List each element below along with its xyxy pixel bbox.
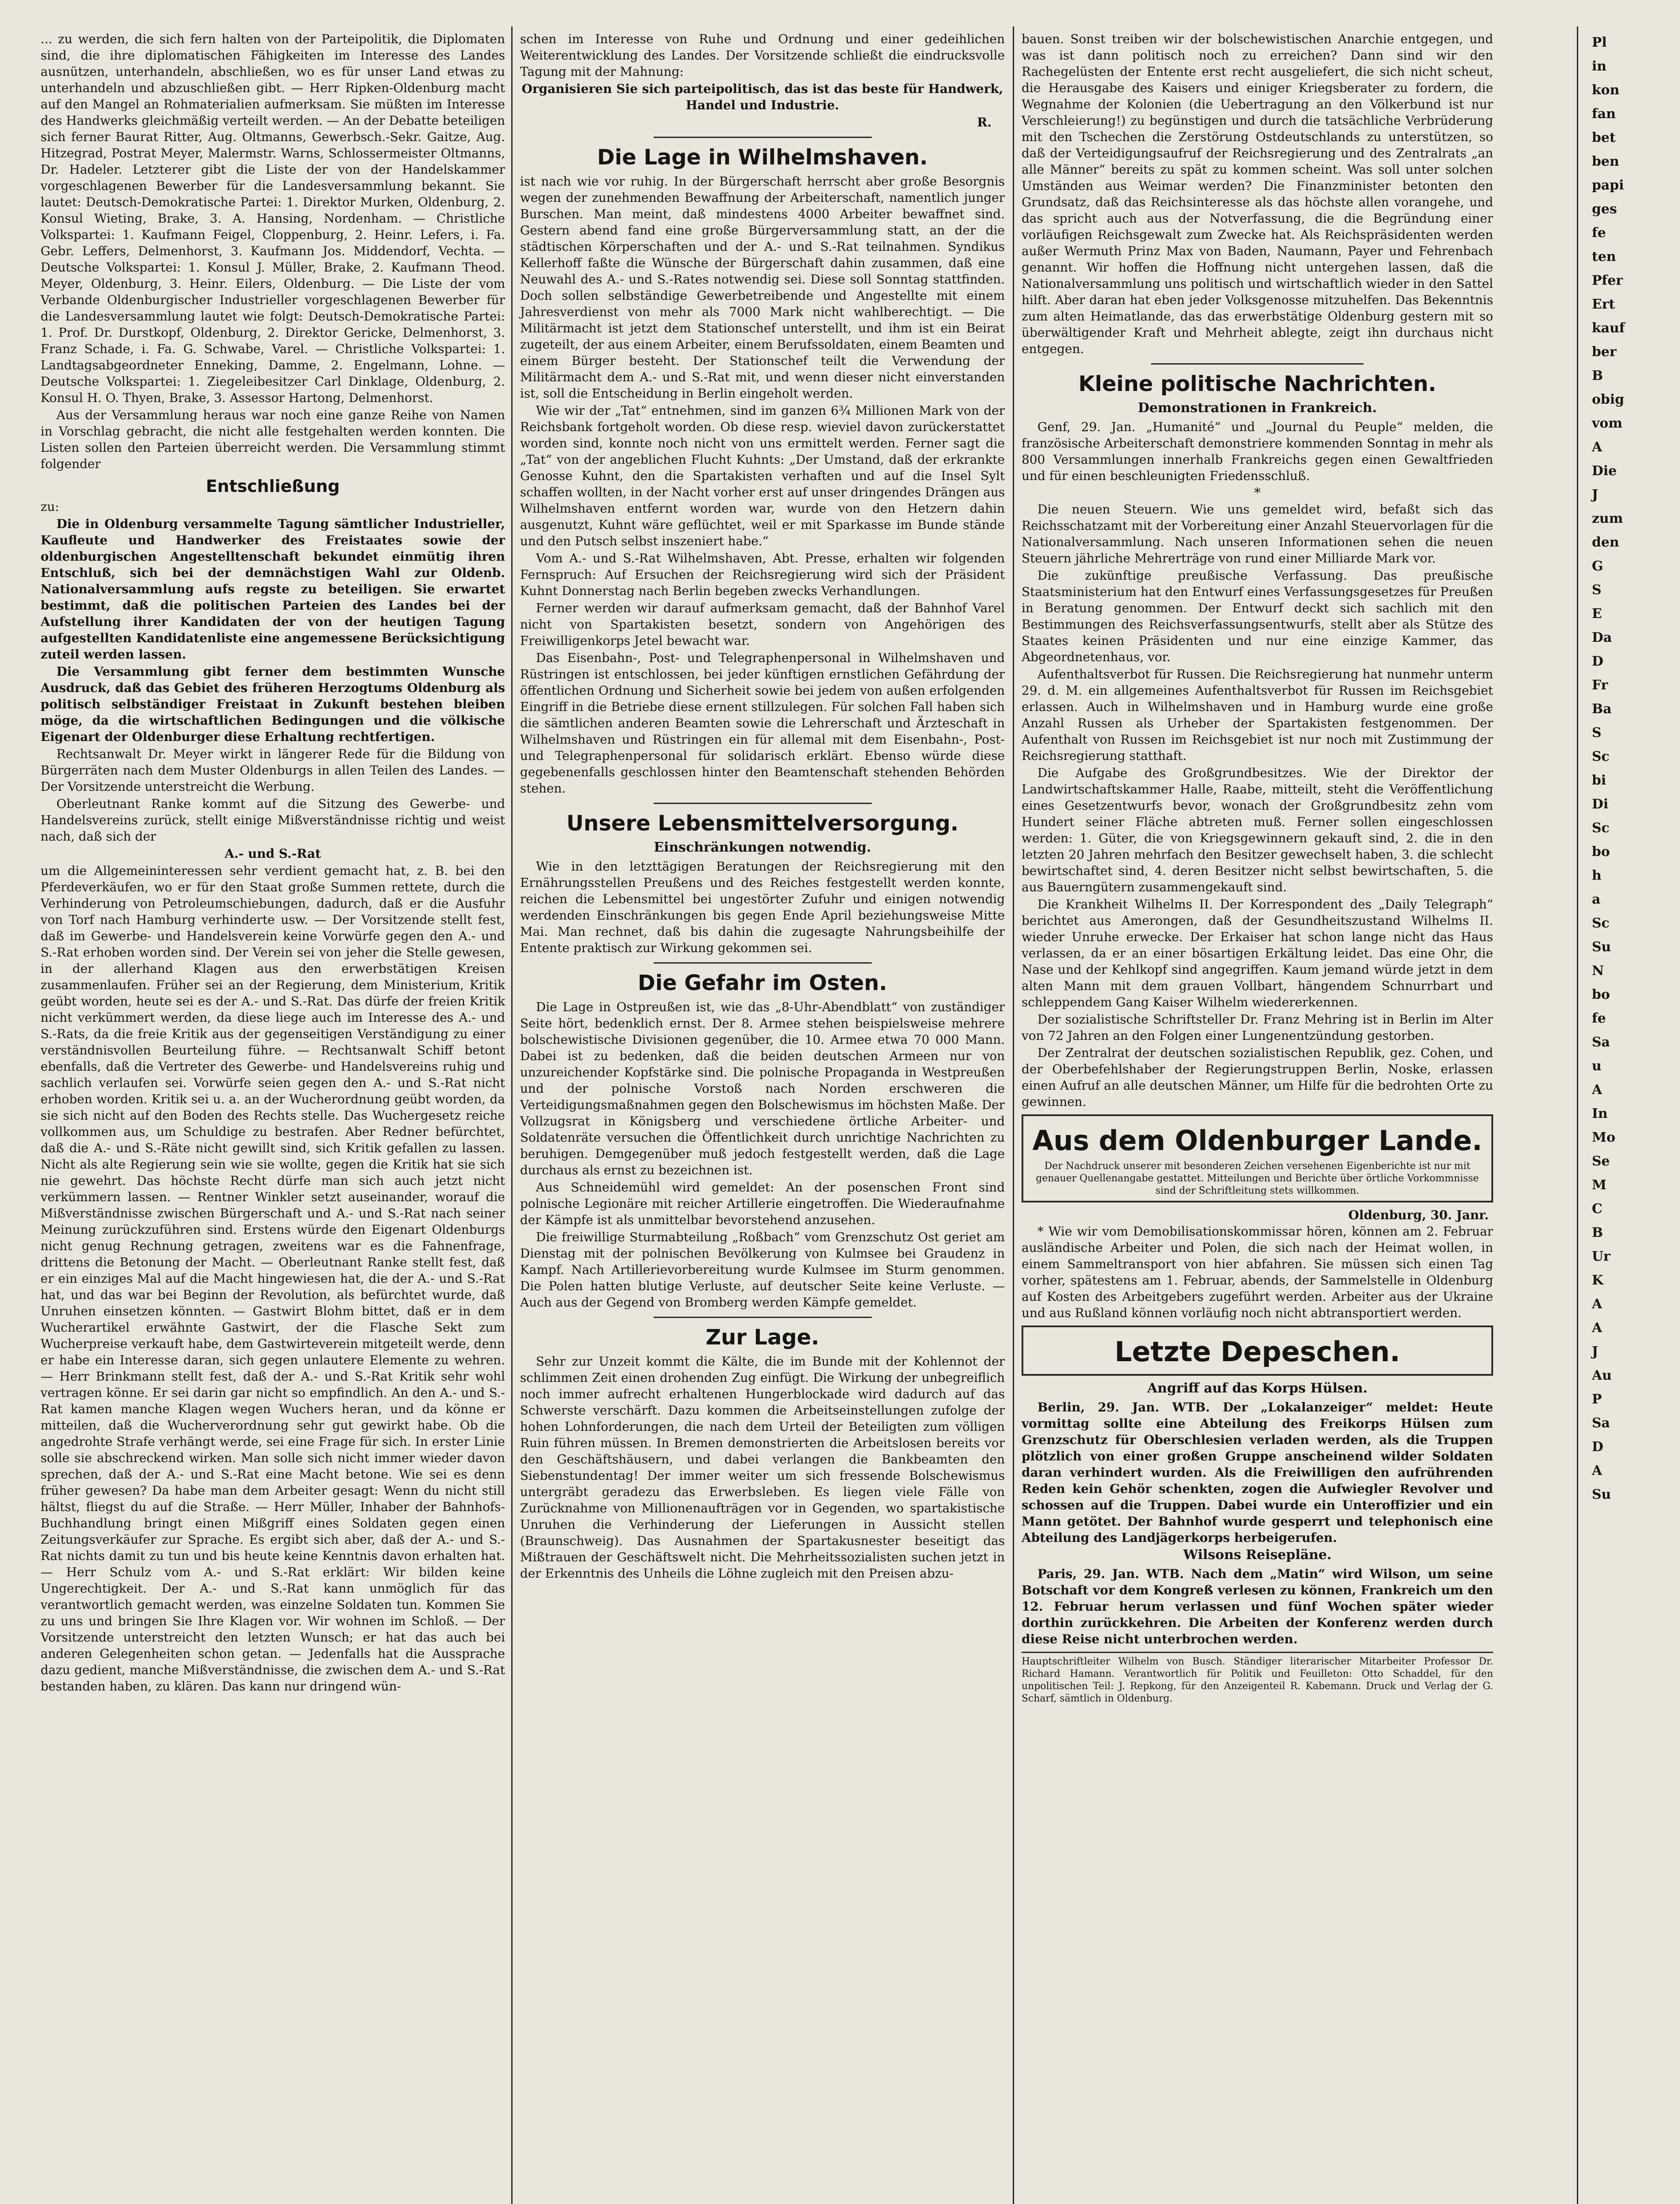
cut-off-text-fragment: N xyxy=(1592,963,1604,979)
dateline: Oldenburg, 30. Janr. xyxy=(1348,1208,1489,1222)
column-1 xyxy=(41,31,505,2204)
headline-kleine-nachrichten: Kleine politische Nachrichten. xyxy=(1078,372,1437,396)
article-paragraph: ist nach wie vor ruhig. In der Bürgerschaft herrscht aber große Besorgnis wegen der zunehmenden Bewaffnung der Arbeiterschaft, namentlich junger Burschen. Man meint, daß mindestens 4000 Arbeiter bewaffnet sind. Gestern abend fand eine große Bürgerversammlung statt, an der die städtischen Körperschaften und der A.- und S.-Rat teilnahmen. Syndikus Kellerhoff faßte die Wünsche der Bürgerschaft dahin zusammen, daß eine Neuwahl des A.- und S.-Rates notwendig sei. Diese soll Sonntag stattfinden. Doch sollen selbständige Gewerbetreibende und Angestellte mit einem Jahresverdienst von mehr als 7000 Mark nicht wahlberechtigt. — Die Militärmacht ist jetzt dem Stationschef unterstellt, und ihm ist ein Beirat zugeteilt, der aus einem Arbeiter, einem Berufssoldaten, einem Beamten und einem Bürger besteht. Der Stationschef teilt die Verwendung der Militärmacht dem A.- und S.-Rat mit, und wenn dieser nicht einverstanden ist, soll die Entscheidung in Berlin eingeholt werden. xyxy=(520,174,1005,401)
cut-off-text-fragment: Se xyxy=(1592,1154,1610,1169)
cut-off-text-fragment: Ert xyxy=(1592,297,1615,312)
cut-off-text-fragment: Su xyxy=(1592,1487,1611,1502)
article-paragraph: zu: xyxy=(41,499,59,514)
cut-off-text-fragment: Sa xyxy=(1592,1035,1610,1050)
article-paragraph: * Wie wir vom Demobilisationskommissar hören, können am 2. Februar ausländische Arbeiter und Polen, die sich nach der Heimat wollen, in einem Sammeltransport von hier abfahren. Sie müssen sich einen Tag vorher, spätestens am 1. Februar, abends, der Sammelstelle in Oldenburg auf Kosten des Arbeitgebers zugeführt werden. Arbeiter aus der Ukraine und aus Rußland können vorläufig noch nicht abtransportiert werden. xyxy=(1022,1224,1493,1320)
cut-off-text-fragment: ben xyxy=(1592,154,1619,169)
article-paragraph: bauen. Sonst treiben wir der bolschewistischen Anarchie entgegen, und was ist dann politisch noch zu erreichen? Dann sind wir den Rachegelüsten der Entente erst recht ausgeliefert, die sich nicht scheut, die Herausgabe des Kaisers und einiger Kriegsberater zu fordern, die Wegnahme der Kolonien (die Uebertragung an den Völkerbund ist nur Verschleierung!) zu begünstigen und durch die tatsächliche Verbrüderung mit den Tschechen die Zerstörung Ostdeutschlands zu unterstützen, so daß der Verteidigungsaufruf der Reichsregierung und des Zentralrats „an alle Männer“ bereits zu spät zu kommen scheint. Was soll unter solchen Umständen aus Weimar werden? Die Finanzminister betonten den Grundsatz, daß das Reichsinteresse als das höchste allen vorangehe, und das spricht auch aus der Notverfassung, die die Begründung einer vorläufigen Reichsgewalt zum Zwecke hat. Als Reichspräsidenten werden außer Wermuth Prinz Max von Baden, Naumann, Payer und Fehrenbach genannt. Wir hoffen die Hoffnung nicht untergehen lassen, daß die Nationalversammlung uns politisch und wirtschaftlich wieder in den Sattel hilft. Aber daran hat eben jeder Volksgenosse mitzuhelfen. Das Bekenntnis zum alten Heimatlande, das das erwerbstätige Oldenburg gestern mit so überwältigender Kraft und Mehrheit ablegte, zeigt ihn durchaus nicht entgegen. xyxy=(1022,32,1493,356)
article-paragraph: schen im Interesse von Ruhe und Ordnung und einer gedeihlichen Weiterentwicklung des Landes. Der Vorsitzende schließt die eindrucksvolle Tagung mit der Mahnung: xyxy=(520,32,1005,79)
article-paragraph: Die zukünftige preußische Verfassung. Das preußische Staatsministerium hat den Entwurf eines Verfassungsgesetzes für Preußen in Beratung genommen. Der Entwurf deckt sich sachlich mit den Bestimmungen des Reichsverfassungsentwurfs, stellt aber als Stütze des Staates keinen Präsidenten und nur eine einzige Kammer, das Abgeordnetenhaus, vor. xyxy=(1022,568,1493,664)
subheading: Angriff auf das Korps Hülsen. xyxy=(1147,1381,1368,1396)
headline-oldenburger-lande: Aus dem Oldenburger Lande. xyxy=(1032,1124,1483,1157)
reprint-note: Der Nachdruck unserer mit besonderen Zeichen versehenen Eigenberichte ist nur mit genauer Quellenangabe gestattet. Mitteilungen und Berichte über örtliche Vorkommnisse sind der Schriftleitung stets willkommen. xyxy=(1036,1161,1479,1196)
article-paragraph: Genf, 29. Jan. „Humanité“ und „Journal du Peuple“ melden, die französische Arbeiterschaft demonstriere kommenden Sonntag in mehr als 800 Versammlungen innerhalb Frankreichs gegen einen Gewaltfrieden und für einen beschleunigten Friedensschluß. xyxy=(1022,420,1493,483)
cut-off-text-fragment: Sa xyxy=(1592,1415,1610,1431)
cut-off-text-fragment: fe xyxy=(1592,1011,1606,1026)
cut-off-text-fragment: den xyxy=(1592,535,1619,550)
cut-off-text-fragment: Fr xyxy=(1592,678,1608,693)
article-paragraph: Aus der Versammlung heraus war noch eine ganze Reihe von Namen in Vorschlag gebracht, die nicht alle festgehalten werden konnten. Die Listen sollen den Parteien überreicht werden. Die Versammlung stimmt folgender xyxy=(41,408,505,471)
cut-off-text-fragment: P xyxy=(1592,1392,1602,1407)
cut-off-text-fragment: Sc xyxy=(1592,916,1609,931)
imprint: Hauptschriftleiter Wilhelm von Busch. Ständiger literarischer Mitarbeiter Professor Dr. Richard Hamann. Verantwortlich für Politik und Feuilleton: Otto Schaddel, für den unpolitischen Teil: J. Repkong, für den Anzeigenteil R. Kabemann. Druck und Verlag der G. Scharf, sämtlich in Oldenburg. xyxy=(1022,1652,1493,1705)
separator xyxy=(654,962,872,964)
column-3 xyxy=(1022,31,1493,2204)
cut-off-text-fragment: A xyxy=(1592,1082,1602,1098)
cut-off-text-fragment: in xyxy=(1592,59,1607,74)
cut-off-text-fragment: Da xyxy=(1592,630,1612,645)
resolution-paragraph: Die Versammlung gibt ferner dem bestimmten Wunsche Ausdruck, daß das Gebiet des früheren Herzogtums Oldenburg als politisch selbständiger Freistaat in Zukunft bestehen bleiben möge, da die wirtschaftlichen Bedingungen und die völkische Eigenart der Oldenburger diese Erhaltung rechtfertigen. xyxy=(41,664,505,744)
cut-off-text-fragment: kon xyxy=(1592,82,1620,98)
cut-off-text-fragment: B xyxy=(1592,368,1603,383)
cut-off-text-fragment: D xyxy=(1592,654,1604,669)
cut-off-text-fragment: bi xyxy=(1592,773,1606,788)
column-rule xyxy=(511,26,513,2204)
cut-off-text-fragment: bet xyxy=(1592,130,1616,145)
section-box-depeschen xyxy=(1022,1325,1493,1376)
cut-off-text-fragment: C xyxy=(1592,1201,1602,1217)
section-heading: Entschließung xyxy=(206,477,340,496)
cut-off-text-fragment: Su xyxy=(1592,939,1611,955)
article-paragraph: Aufenthaltsverbot für Russen. Die Reichsregierung hat nunmehr unterm 29. d. M. ein allgemeines Aufenthaltsverbot für Russen im Reichsgebiet erlassen. Auch in Wilhelmshaven und in Hamburg wurde eine große Anzahl Russen als Urheber der Spartakisten festgenommen. Der Aufenthalt von Russen im Reichsgebiet ist nur noch mit Zustimmung der Reichsregierung statthaft. xyxy=(1022,667,1493,763)
article-paragraph: Berlin, 29. Jan. WTB. Der „Lokalanzeiger“ meldet: Heute vormittag sollte eine Abteilung des Freikorps Hülsen zum Grenzschutz für Oberschlesien verladen werden, als die Truppen plötzlich von einer großen Gruppe anscheinend wilder Soldaten daran verhindert wurden. Als die Freiwilligen den aufrührenden Reden kein Gehör schenkten, zogen die Aufwiegler Revolver und schossen auf die Truppen. Dabei wurde ein Unteroffizier und ein Mann getötet. Der Bahnhof wurde gesperrt und telephonisch eine Abteilung des Landjägerkorps herbeigerufen. xyxy=(1022,1400,1493,1545)
headline-wilhelmshaven: Die Lage in Wilhelmshaven. xyxy=(597,145,928,170)
cut-off-text-fragment: fan xyxy=(1592,106,1616,122)
cut-off-text-fragment: bo xyxy=(1592,844,1610,860)
article-paragraph: Die Aufgabe des Großgrundbesitzes. Wie der Direktor der Landwirtschaftskammer Halle, Raabe, mitteilt, steht die Veröffentlichung eines Gesetzentwurfs bevor, wonach der Großgrundbesitz zehn vom Hundert seiner Fläche abtreten muß. Ferner sollen eingeschlossen werden: 1. Güter, die von Kriegsgewinnern gekauft sind, 2. die in den letzten 20 Jahren mehrfach den Besitzer gewechselt haben, 3. die schlecht bewirtschaftet sind, 4. deren Besitzer nicht selbst bewirtschaften, 5. die aus Bauerngütern zusammengekauft sind. xyxy=(1022,766,1493,894)
cut-off-text-fragment: K xyxy=(1592,1273,1604,1288)
cut-off-text-fragment: papi xyxy=(1592,178,1624,193)
article-paragraph: Wie in den letzttägigen Beratungen der Reichsregierung mit den Ernährungsstellen Preußens und des Reiches festgestellt werden konnte, reichen die Lebensmittel bei ungestörter Zufuhr und einigen notwendig werdenden Einschränkungen bis gegen Ende April beziehungsweise Mitte Mai. Man rechnet, daß bis dahin die zugesagte Nahrungsbeihilfe der Entente praktisch zur Wirkung gekommen sei. xyxy=(520,859,1005,955)
cut-off-text-fragment: vom xyxy=(1592,416,1623,431)
article-paragraph: Ferner werden wir darauf aufmerksam gemacht, daß der Bahnhof Varel nicht von Spartakisten besetzt, sondern von Angehörigen des Freiwilligenkorps Jetel bewacht war. xyxy=(520,601,1005,648)
signoff: R. xyxy=(977,115,992,130)
cut-off-text-fragment: J xyxy=(1592,1344,1598,1359)
cut-off-text-fragment: Di xyxy=(1592,797,1609,812)
cut-off-text-fragment: ber xyxy=(1592,344,1617,360)
cut-off-text-fragment: J xyxy=(1592,487,1598,503)
separator xyxy=(654,1317,872,1318)
article-paragraph: Sehr zur Unzeit kommt die Kälte, die im Bunde mit der Kohlennot der schlimmen Zeit einen drohenden Zug einfügt. Die Wirkung der unbegreiflich noch immer aufrecht erhaltenen Hungerblockade wird dadurch auf das Schwerste verschärft. Dazu kommen die Arbeitseinstellungen zufolge der hohen Lohnforderungen, die nach dem Urteil der Beteiligten zum völligen Ruin führen müssen. In Bremen demonstrierten die Arbeitslosen bereits vor den Geschäftshäusern, und dabei verlangen die Bankbeamten den Siebenstundentag! Der immer weiter um sich fressende Bolschewismus untergräbt geradezu das Erwerbsleben. Es liegen viele Fälle von Zurücknahme von Millionenaufträgen vor in Gegenden, wo spartakistische Unruhen die Verhinderung der Lieferungen in Aussicht stellen (Braunschweig). Das Ausnahmen der Spartakusnester beseitigt das Mißtrauen der Geschäftswelt nicht. Die Mehrheitssozialisten suchen jetzt in der Erkenntnis des Unheils die Löhne zugleich mit den Preisen abzu- xyxy=(520,1354,1005,1581)
cut-off-text-fragment: a xyxy=(1592,892,1601,907)
article-paragraph: um die Allgemeininteressen sehr verdient gemacht hat, z. B. bei den Pferdeverkäufen, wo er für den Staat große Summen rettete, durch die Verhinderung von Petroleumschiebungen, dadurch, daß er die Ausfuhr von Torf nach Hamburg verhinderte usw. — Der Vorsitzende stellt fest, daß im Gewerbe- und Handelsverein keine Vorwürfe gegen den A.- und S.-Rat erhoben worden sind. Der Verein sei von jeher die Stelle gewesen, in der allerhand Klagen aus den erwerbstätigen Kreisen zusammenlaufen. Früher sei an der Regierung, dem Ministerium, Kritik geübt worden, heute sei es der A.- und S.-Rat. Das dürfe der freien Kritik nicht verkümmert werden, da diese liege auch im Interesse des A.- und S.-Rats, da die freie Kritik aus der gegenseitigen Verständigung zu einer verständnisvollen Beurteilung führe. — Rechtsanwalt Schiff betont ebenfalls, daß die Vertreter des Gewerbe- und Handelsvereins ruhig und sachlich verlaufen sei. Vorwürfe seien gegen den A.- und S.-Rat nicht erhoben worden. Kritik sei u. a. an der Wucherordnung geübt worden, da sie sich nicht auf den Boden des Rechts stelle. Das Wuchergesetz reiche vollkommen aus, um Schuldige zu bestrafen. Aber Redner befürchtet, daß die A.- und S.-Räte nicht gewillt sind, sich Kritik gefallen zu lassen. Nicht als alte Regierung sein wie sie wollte, gegen die Kritik hat sie sich nie gewehrt. Das höchste Recht dürfe man sich auch jetzt nicht verkümmern lassen. — Rentner Winkler setzt auseinander, worauf die Mißverständnisse zwischen Bürgerschaft und A.- und S.-Rat nach seiner Meinung zurückzuführen sind. Erstens würde den Eigenart Oldenburgs nicht genug Rechnung getragen, zweitens war es die Fahnenfrage, drittens die Betonung der Macht. — Oberleutnant Ranke stellt fest, daß er ein einziges Mal auf die Macht hingewiesen hat, die der A.- und S.-Rat hat, und das war bei Beginn der Revolution, als befürchtet wurde, daß Unruhen einsetzen könnten. — Gastwirt Blohm bittet, daß er in dem Wucherartikel erwähnte Gastwirt, der die Flasche Sekt zum Wucherpreise verkauft habe, dem Gastwirteverein mitgeteilt werde, denn er habe ein Interesse daran, sich gegen unlautere Elemente zu wehren. — Herr Brinkmann stellt fest, daß der A.- und S.-Rat Kritik sehr wohl vertragen könne. Er sei darin gar nicht so empfindlich. An den A.- und S.-Rat kamen manche Klagen wegen Wuchers heran, und da könne er mitteilen, daß die Wucherverordnung sehr gut gewirkt habe. Ob die angedrohte Strafe verhängt werde, sei eine Frage für sich. In erster Linie solle sie abschreckend wirken. Man solle sich nicht immer wieder davon sprechen, daß der A.- und S.-Rat eine Macht betone. Wie sei es denn früher gewesen? Da habe man dem Arbeiter gesagt: Wenn du nicht still hältst, fliegst du auf die Straße. — Herr Müller, Inhaber der Bahnhofs-Buchhandlung bringt einen Mißgriff eines Soldaten gegen einen Zeitungsverkäufer zur Sprache. Es ergibt sich aber, daß der A.- und S.-Rat nichts damit zu tun und bis heute keine Kenntnis davon erhalten hat. — Herr Schulz vom A.- und S.-Rat erklärt: Wir bilden keine Ungerechtigkeit. Der A.- und S.-Rat kann unmöglich für das verantwortlich gemacht werden, was einzelne Soldaten tun. Kommen Sie zu uns und bringen Sie Ihre Klagen vor. Wir wohnen im Schloß. — Der Vorsitzende unterstreicht den letzten Wunsch; er hat das auch bei anderen Gelegenheiten schon getan. — Jedenfalls hat die Aussprache dazu gedient, manche Mißverständnisse, die zwischen dem A.- und S.-Rat bestanden haben, zu klären. Das kann nur dringend wün- xyxy=(41,864,505,1694)
cut-off-text-fragment: zum xyxy=(1592,511,1623,526)
article-paragraph: Das Eisenbahn-, Post- und Telegraphenpersonal in Wilhelmshaven und Rüstringen ist entschlossen, bei jeder künftigen ernstlichen Gefährdung der öffentlichen Ordnung und Sicherheit sowie bei jedem von außen erfolgenden Eingriff in die Betriebe diese ernent stillzulegen. Für solchen Fall haben sich die sämtlichen anderen Beamten sowie die Lehrerschaft und Ärzteschaft in Wilhelmshaven und Rüstringen ein für allemal mit dem Eisenbahn-, Post- und Telegraphenpersonal für solidarisch erklärt. Ebenso würde diese gegebenenfalls geschlossen hinter den Beamtenschaft stehenden Behörden stehen. xyxy=(520,651,1005,796)
article-paragraph: Oberleutnant Ranke kommt auf die Sitzung des Gewerbe- und Handelsvereins zurück, stellt einige Mißverständnisse richtig und weist nach, daß sich der xyxy=(41,797,505,844)
cut-off-text-fragment: S xyxy=(1592,725,1602,741)
cut-off-text-fragment: G xyxy=(1592,558,1603,574)
cut-off-text-fragment: D xyxy=(1592,1439,1604,1455)
cut-off-text-fragment: Ba xyxy=(1592,701,1612,717)
cut-off-text-fragment: B xyxy=(1592,1225,1603,1240)
cut-off-text-fragment: fe xyxy=(1592,225,1606,241)
cut-off-text-fragment: Au xyxy=(1592,1368,1612,1383)
separator xyxy=(654,803,872,804)
cut-off-text-fragment: In xyxy=(1592,1106,1608,1121)
column-rule xyxy=(1577,26,1578,2204)
cut-off-text-fragment: obig xyxy=(1592,392,1624,407)
cut-off-text-fragment: u xyxy=(1592,1058,1602,1074)
article-paragraph: Der Zentralrat der deutschen sozialistischen Republik, gez. Cohen, und der Oberbefehlshaber der Regierungstruppen Berlin, Noske, erlassen einen Aufruf an alle deutschen Männer, um Hilfe für die bedrohten Orte zu gewinnen. xyxy=(1022,1046,1493,1109)
separator xyxy=(1151,363,1364,365)
motto: Organisieren Sie sich parteipolitisch, das ist das beste für Handwerk, Handel und Industrie. xyxy=(521,82,1004,112)
column-rule xyxy=(1013,26,1014,2204)
cut-off-text-fragment: E xyxy=(1592,606,1602,622)
cut-off-text-fragment: ges xyxy=(1592,201,1617,217)
cut-off-text-fragment: Die xyxy=(1592,463,1617,479)
article-paragraph: Die freiwillige Sturmabteilung „Roßbach“ vom Grenzschutz Ost geriet am Dienstag mit der polnischen Bevölkerung von Kulmsee bei Graudenz in Kampf. Nach Artillerievorbereitung wurde Kulmsee im Sturm genommen. Die Polen hatten blutige Verluste, auf deutscher Seite keine Verluste. — Auch aus der Gegend von Bromberg werden Kämpfe gemeldet. xyxy=(520,1230,1005,1310)
subheading: Wilsons Reisepläne. xyxy=(1183,1547,1332,1563)
cut-off-text-fragment: A xyxy=(1592,1463,1602,1478)
cut-off-text-fragment: A xyxy=(1592,439,1602,455)
article-paragraph: Aus Schneidemühl wird gemeldet: An der posenschen Front sind polnische Legionäre mit reicher Artillerie eingetroffen. Die Wiederaufnahme der Kämpfe ist als unmittelbar bevorstehend anzusehen. xyxy=(520,1180,1005,1227)
cut-off-text-fragment: Sc xyxy=(1592,820,1609,836)
article-paragraph: Paris, 29. Jan. WTB. Nach dem „Matin“ wird Wilson, um seine Botschaft vor dem Kongreß verlesen zu können, Frankreich um den 12. Februar herum verlassen und fünf Wochen später wieder dorthin zurückkehren. Die Arbeiten der Konferenz werden durch diese Reise nicht unterbrochen werden. xyxy=(1022,1567,1493,1646)
article-paragraph: Rechtsanwalt Dr. Meyer wirkt in längerer Rede für die Bildung von Bürgerräten nach dem Muster Oldenburgs in allen Teilen des Landes. — Der Vorsitzende unterstreicht die Werbung. xyxy=(41,747,505,794)
subheading: Demonstrationen in Frankreich. xyxy=(1137,400,1377,416)
article-paragraph: Die neuen Steuern. Wie uns gemeldet wird, befaßt sich das Reichsschatzamt mit der Vorbereitung einer Anzahl Steuervorlagen für die Nationalversammlung. Nach unseren Informationen sehen die neuen Steuern jährliche Mehrerträge von rund einer Milliarde Mark vor. xyxy=(1022,502,1493,566)
subheading: Einschränkungen notwendig. xyxy=(654,840,871,855)
article-paragraph: Vom A.- und S.-Rat Wilhelmshaven, Abt. Presse, erhalten wir folgenden Fernspruch: Auf Ersuchen der Reichsregierung wird sich der Präsident Kuhnt Donnerstag nach Berlin begeben zwecks Verhandlungen. xyxy=(520,551,1005,598)
cut-off-text-fragment: A xyxy=(1592,1320,1602,1336)
column-4-fragment xyxy=(1592,31,1680,2204)
cut-off-text-fragment: Sc xyxy=(1592,749,1609,764)
star-separator: * xyxy=(1254,485,1261,501)
cut-off-text-fragment: S xyxy=(1592,582,1602,598)
headline-lebensmittel: Unsere Lebensmittelversorgung. xyxy=(566,811,959,836)
headline-letzte-depeschen: Letzte Depeschen. xyxy=(1114,1336,1401,1368)
headline-osten: Die Gefahr im Osten. xyxy=(638,971,887,995)
cut-off-text-fragment: Pfer xyxy=(1592,273,1623,288)
article-paragraph: ... zu werden, die sich fern halten von der Parteipolitik, die Diplomaten sind, die ihre diplomatischen Fähigkeiten im Interesse des Landes ausnützen, unterhandeln, abschließen, wo es für unser Land etwas zu unterhandeln und abzuschließen gibt. — Herr Ripken-Oldenburg macht auf den Mangel an Rohmaterialien aufmerksam. Sie müßten im Interesse des Handwerks gleichmäßig verteilt werden. — An der Debatte beteiligen sich ferner Baurat Ritter, Aug. Oltmanns, Gewerbsch.-Sekr. Gaitze, Aug. Hitzegrad, Postrat Meyer, Malermstr. Warns, Schlossermeister Oltmanns, Dr. Hadeler. Letzterer gibt die Liste der von der Handelskammer vorgeschlagenen Bewerber für die Landesversammlung bekannt. Sie lautet: Deutsch-Demokratische Partei: 1. Direktor Murken, Oldenburg, 2. Konsul Wieting, Brake, 3. A. Hansing, Nordenham. — Christliche Volkspartei: 1. Kaufmann Feigel, Cloppenburg, 2. Heinr. Lefers, i. Fa. Gebr. Leffers, Delmenhorst, 3. Kaufmann Jos. Middendorf, Vechta. — Deutsche Volkspartei: 1. Konsul J. Müller, Brake, 2. Kaufmann Theod. Meyer, Oldenburg, 3. Heinr. Eilers, Oldenburg. — Die Liste der vom Verbande Oldenburgischer Industrieller vorgeschlagenen Bewerber für die Landesversammlung lautet wie folgt: Deutsch-Demokratische Partei: 1. Prof. Dr. Durstkopf, Oldenburg, 2. Direktor Gericke, Delmenhorst, 3. Franz Schade, i. Fa. G. Schwabe, Varel. — Christliche Volkspartei: 1. Landtagsabgeordneter Enneking, Damme, 2. Engelmann, Lohne. — Deutsche Volkspartei: 1. Ziegeleibesitzer Carl Dinklage, Oldenburg, 2. Konsul H. O. Thyen, Brake, 3. Assessor Hartong, Delmenhorst. xyxy=(41,32,505,405)
cut-off-text-fragment: kauf xyxy=(1592,320,1625,336)
cut-off-text-fragment: bo xyxy=(1592,987,1610,1002)
separator xyxy=(654,137,872,138)
cut-off-text-fragment: A xyxy=(1592,1296,1602,1312)
headline-zur-lage: Zur Lage. xyxy=(706,1325,819,1350)
cut-off-text-fragment: Mo xyxy=(1592,1130,1616,1145)
article-paragraph: Die Krankheit Wilhelms II. Der Korrespondent des „Daily Telegraph“ berichtet aus Amerongen, daß der Gesundheitszustand Wilhelms II. wieder Unruhe erwecke. Der Erkaiser hat schon lange nicht das Haus verlassen, da er an einer bösartigen Erkältung leidet. Das eine Ohr, die Nase und der Kehlkopf sind angegriffen. Kaum jemand würde jetzt in dem alten Mann mit dem grauen Vollbart, hängendem Schnurrbart und schleppendem Gang Kaiser Wilhelm wiedererkennen. xyxy=(1022,897,1493,1009)
resolution-paragraph: Die in Oldenburg versammelte Tagung sämtlicher Industrieller, Kaufleute und Handwerker des Freistaates sowie der oldenburgischen Angestelltenschaft bekundet einmütig ihren Entschluß, sich bei der demnächstigen Wahl zur Oldenb. Nationalversammlung aufs regste zu beteiligen. Sie erwartet bestimmt, daß die politischen Parteien des Landes bei der Aufstellung ihrer Kandidaten der von der heutigen Tagung aufgestellten Kandidatenliste eine angemessene Berücksichtigung zuteil werden lassen. xyxy=(41,517,505,662)
cut-off-text-fragment: h xyxy=(1592,868,1602,883)
article-paragraph: Die Lage in Ostpreußen ist, wie das „8-Uhr-Abendblatt“ von zuständiger Seite hört, bedenklich ernst. Der 8. Armee stehen beispielsweise mehrere bolschewistische Divisionen gegenüber, die 10. Armee etwa 70 000 Mann. Dabei ist zu bedenken, daß die beiden deutschen Armeen nur von unzureichender Kopfstärke sind. Die polnische Propaganda in Westpreußen und der polnische Vorstoß nach Norden erschweren die Verteidigungsmaßnahmen gegen den Bolschewismus im höchsten Maße. Der Vollzugsrat in Königsberg und verschiedene örtliche Arbeiter- und Soldatenräte versuchen die Öffentlichkeit durch unrichtige Nachrichten zu beruhigen. Demgegenüber muß jedoch festgestellt werden, daß die Lage durchaus als ernst zu bezeichnen ist. xyxy=(520,1000,1005,1177)
section-box-oldenburg xyxy=(1022,1114,1493,1203)
article-paragraph: Der sozialistische Schriftsteller Dr. Franz Mehring ist in Berlin im Alter von 72 Jahren an den Folgen einer Lungenentzündung gestorben. xyxy=(1022,1012,1493,1043)
centered-line: A.- und S.-Rat xyxy=(224,846,321,861)
cut-off-text-fragment: ten xyxy=(1592,249,1616,264)
cut-off-text-fragment: M xyxy=(1592,1177,1607,1193)
column-2 xyxy=(520,31,1005,2204)
cut-off-text-fragment: Pl xyxy=(1592,35,1607,50)
article-paragraph: Wie wir der „Tat“ entnehmen, sind im ganzen 6¾ Millionen Mark von der Reichsbank fortgeholt worden. Ob diese resp. wieviel davon zurückerstattet worden sind, konnte noch nicht von uns ermittelt werden. Ferner sagt die „Tat“ von der angeblichen Flucht Kuhnts: „Der Umstand, daß der erkrankte Genosse Kuhnt, den die Spartakisten verhaften und auf die Insel Sylt schaffen wollten, in der Nacht vorher erst auf unser dringendes Drängen aus Wilhelmshaven entfernt worden war, wurde von den Hetzern dahin ausgenutzt, Kuhnt wäre geflüchtet, weil er mit Sparkasse im Bunde stände und den Putsch selbst inszeniert habe.“ xyxy=(520,403,1005,548)
cut-off-text-fragment: Ur xyxy=(1592,1249,1610,1264)
